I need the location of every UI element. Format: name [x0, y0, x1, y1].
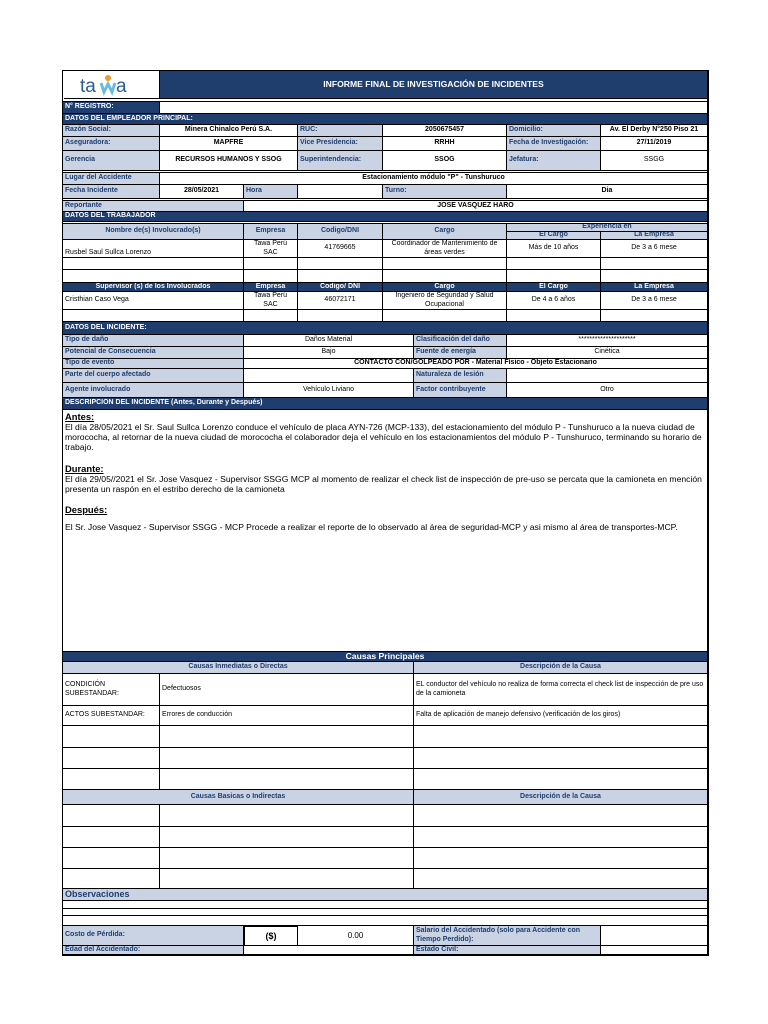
tawa-logo-icon	[64, 71, 160, 99]
worker-exp-cargo: Más de 10 años	[507, 240, 601, 258]
th-dni: Codigo/DNI	[298, 224, 383, 240]
sup-empty-e	[507, 310, 601, 322]
worker-empty-1d	[383, 258, 507, 270]
condicion-desc: EL conductor del vehículo no realiza de forma correcta el check list de inspección de pre uso de la camioneta	[414, 674, 708, 706]
basica-empty-4a	[63, 869, 160, 889]
naturaleza-label: Naturaleza de lesión	[414, 369, 507, 383]
causa-empty-3a	[63, 769, 160, 790]
salario-value[interactable]	[601, 926, 708, 946]
sup-nombre: Cristhian Caso Vega	[63, 292, 244, 310]
reportante-value: JOSE VASQUEZ HARO	[244, 201, 708, 212]
aseguradora-label: Aseguradora:	[63, 137, 160, 151]
worker-exp-empresa: De 3 a 6 mese	[601, 240, 708, 258]
vicepres-label: Vice Presidencia:	[298, 137, 383, 151]
descripcion-body	[63, 410, 708, 652]
basica-empty-3b	[160, 848, 414, 869]
worker-empty-2d	[383, 270, 507, 283]
parte-label: Parte del cuerpo afectado	[63, 369, 244, 383]
worker-nombre: Rusbel Saul Sullca Lorenzo	[63, 240, 244, 258]
sup-empty-f	[601, 310, 708, 322]
th-sup-nombre: Supervisor (s) de los Involucrados	[63, 283, 244, 292]
despues-label: Después:	[65, 503, 108, 515]
jefatura-value: SSGG	[601, 151, 708, 171]
observaciones-line-3	[63, 916, 708, 926]
basica-empty-3a	[63, 848, 160, 869]
costo-value: 0.00	[298, 926, 414, 946]
fecha-inv-label: Fecha de Investigación:	[507, 137, 601, 151]
clasif-value: *********************	[507, 335, 708, 347]
worker-empty-1e	[507, 258, 601, 270]
causa-empty-2b	[160, 748, 414, 769]
salario-label: Salario del Accidentado (solo para Accidente con Tiempo Perdido):	[414, 926, 601, 946]
causa-empty-2a	[63, 748, 160, 769]
company-logo	[64, 71, 160, 99]
edad-value[interactable]	[244, 946, 414, 955]
razon-social-label: Razón Social:	[63, 125, 160, 137]
superint-label: Superintendencia:	[298, 151, 383, 171]
naturaleza-value	[507, 369, 708, 383]
fecha-inv-value: 27/11/2019	[601, 137, 708, 151]
causa-empty-3b	[160, 769, 414, 790]
worker-empty-2b	[244, 270, 298, 283]
fuente-label: Fuente de energía	[414, 347, 507, 359]
th-la-empresa: La Empresa	[601, 232, 708, 240]
sup-empty-d	[383, 310, 507, 322]
report-title: INFORME FINAL DE INVESTIGACIÓN DE INCIDENTES	[160, 71, 708, 99]
reportante-label: Reportante	[63, 201, 244, 212]
fecha-inc-label: Fecha Incidente	[63, 185, 160, 199]
section-descripcion: DESCRIPCIÓN DEL INCIDENTE (Antes, Durante y Después)	[63, 398, 708, 410]
section-trabajador: DATOS DEL TRABAJADOR	[63, 212, 708, 222]
domicilio-value: Av. El Derby N°250 Piso 21	[601, 125, 708, 137]
worker-empty-2a	[63, 270, 244, 283]
superint-value: SSOG	[383, 151, 507, 171]
durante-label: Durante:	[65, 462, 104, 474]
lugar-value: Estacionamiento módulo "P" - Tunshuruco	[160, 173, 708, 185]
worker-empty-2e	[507, 270, 601, 283]
causa-empty-2c	[414, 748, 708, 769]
gerencia-label: Gerencia	[63, 151, 160, 171]
th-sup-la-empresa: La Empresa	[601, 283, 708, 292]
vicepres-value: RRHH	[383, 137, 507, 151]
th-desc-causa: Descripción de la Causa	[414, 662, 708, 674]
section-incidente: DATOS DEL INCIDENTE:	[63, 322, 708, 335]
sup-empty-c	[298, 310, 383, 322]
actos-value: Errores de conducción	[160, 706, 414, 726]
basica-empty-1a	[63, 805, 160, 827]
lugar-label: Lugar del Accidente	[63, 173, 160, 185]
th-empresa: Empresa	[244, 224, 298, 240]
domicilio-label: Domicilio:	[507, 125, 601, 137]
th-desc-causa-2: Descripción de la Causa	[414, 790, 708, 805]
factor-value: Otro	[507, 383, 708, 398]
th-nombre: Nombre de(s) Involucrado(s)	[63, 224, 244, 240]
causa-empty-1a	[63, 726, 160, 748]
causa-empty-3c	[414, 769, 708, 790]
causa-empty-1b	[160, 726, 414, 748]
th-sup-empresa: Empresa	[244, 283, 298, 292]
sup-dni: 46072171	[298, 292, 383, 310]
worker-empresa: Tawa Perú SAC	[244, 240, 298, 258]
worker-empty-2c	[298, 270, 383, 283]
tipo-dano-label: Tipo de daño	[63, 335, 244, 347]
causa-empty-1c	[414, 726, 708, 748]
basica-empty-1c	[414, 805, 708, 827]
worker-empty-1b	[244, 258, 298, 270]
logo-text-left: ta	[80, 76, 96, 97]
sup-exp-empresa: De 3 a 6 mese	[601, 292, 708, 310]
ruc-value: 2050675457	[383, 125, 507, 137]
worker-empty-1c	[298, 258, 383, 270]
th-sup-dni: Codigo/ DNI	[298, 283, 383, 292]
sup-empty-b	[244, 310, 298, 322]
th-experiencia: Experiencia en	[507, 224, 708, 232]
fuente-value: Cinética	[507, 347, 708, 359]
th-sup-cargo: Cargo	[383, 283, 507, 292]
sup-cargo: Ingeniero de Seguridad y Salud Ocupacional	[383, 292, 507, 310]
tipo-dano-value: Daños Material	[244, 335, 414, 347]
observaciones-label: Observaciones	[63, 889, 708, 901]
jefatura-label: Jefatura:	[507, 151, 601, 171]
sup-exp-cargo: De 4 a 6 años	[507, 292, 601, 310]
fecha-inc-value: 28/05/2021	[160, 185, 244, 199]
registro-value[interactable]	[160, 102, 708, 114]
section-causas: Causas Principales	[63, 652, 708, 662]
hora-label: Hora	[244, 185, 298, 199]
worker-empty-1f	[601, 258, 708, 270]
gerencia-value: RECURSOS HUMANOS Y SSOG	[160, 151, 298, 171]
parte-value	[244, 369, 414, 383]
basica-empty-2b	[160, 827, 414, 848]
sup-empresa: Tawa Perú SAC	[244, 292, 298, 310]
estado-civil-value[interactable]	[601, 946, 708, 955]
th-el-cargo: El Cargo	[507, 232, 601, 240]
hora-value	[298, 185, 383, 199]
ruc-label: RUC:	[298, 125, 383, 137]
agente-value: Vehículo Liviano	[244, 383, 414, 398]
clasif-label: Clasificación del daño	[414, 335, 507, 347]
potencial-label: Potencial de Consecuencia	[63, 347, 244, 359]
costo-moneda: ($)	[244, 926, 298, 946]
worker-empty-2f	[601, 270, 708, 283]
edad-label: Edad del Accidentado:	[63, 946, 244, 955]
th-causas-inmediatas: Causas Inmediatas o Directas	[63, 662, 414, 674]
agente-label: Agente involucrado	[63, 383, 244, 398]
section-empleador: DATOS DEL EMPLEADOR PRINCIPAL:	[63, 114, 708, 125]
aseguradora-value: MAPFRE	[160, 137, 298, 151]
actos-label: ACTOS SUBESTANDAR:	[63, 706, 160, 726]
durante-text: El día 29/05//2021 el Sr. Jose Vasquez - Supervisor SSGG MCP al momento de realizar el check list de inspección de pre-uso se percata que la camioneta en mención presenta un raspón en el estribo derecho de la camioneta	[65, 473, 702, 494]
th-sup-el-cargo: El Cargo	[507, 283, 601, 292]
antes-label: Antes:	[65, 411, 95, 422]
observaciones-line-2[interactable]	[63, 909, 708, 916]
condicion-value: Defectuosos	[160, 674, 414, 706]
svg-text:a: a	[116, 76, 127, 97]
tipo-evento-value: CONTACTO CON/GOLPEADO POR - Material Físico - Objeto Estacionario	[244, 359, 708, 369]
worker-empty-1a	[63, 258, 244, 270]
razon-social-value: Minera Chinalco Perú S.A.	[160, 125, 298, 137]
basica-empty-4c	[414, 869, 708, 889]
turno-label: Turno:	[383, 185, 507, 199]
basica-empty-4b	[160, 869, 414, 889]
basica-empty-2a	[63, 827, 160, 848]
registro-label: N° REGISTRO:	[63, 102, 160, 114]
tipo-evento-label: Tipo de evento	[63, 359, 244, 369]
turno-value: Dia	[507, 185, 708, 199]
th-causas-basicas: Causas Basicas o Indirectas	[63, 790, 414, 805]
basica-empty-2c	[414, 827, 708, 848]
worker-cargo: Coordinador de Mantenimiento de áreas verdes	[383, 240, 507, 258]
basica-empty-1b	[160, 805, 414, 827]
despues-text: El Sr. Jose Vasquez - Supervisor SSGG - MCP Procede a realizar el reporte de lo observado al área de seguridad-MCP y asi mismo al área de transportes-MCP.	[65, 521, 678, 532]
actos-desc: Falta de aplicación de manejo defensivo (verificación de los giros)	[414, 706, 708, 726]
estado-civil-label: Estado Civil:	[414, 946, 601, 955]
condicion-label: CONDICIÓN SUBESTANDAR:	[63, 674, 160, 706]
th-cargo: Cargo	[383, 224, 507, 240]
potencial-value: Bajo	[244, 347, 414, 359]
observaciones-line-1[interactable]	[63, 901, 708, 909]
costo-label: Costo de Pérdida:	[63, 926, 244, 946]
sup-empty-a	[63, 310, 244, 322]
basica-empty-3c	[414, 848, 708, 869]
antes-text: El día 28/05/2021 el Sr. Saul Sullca Lorenzo conduce el vehículo de placa AYN-726 (MCP-133), del estacionamiento del módulo P - Tunshuruco a la nueva ciudad de morococha, al retornar de la nueva ciudad de morococha el colaborador deja el vehículo en los estacionamientos del módulo P - Tunshuruco, terminando su horario de trabajo.	[65, 422, 702, 453]
worker-dni: 41769665	[298, 240, 383, 258]
factor-label: Factor contribuyente	[414, 383, 507, 398]
